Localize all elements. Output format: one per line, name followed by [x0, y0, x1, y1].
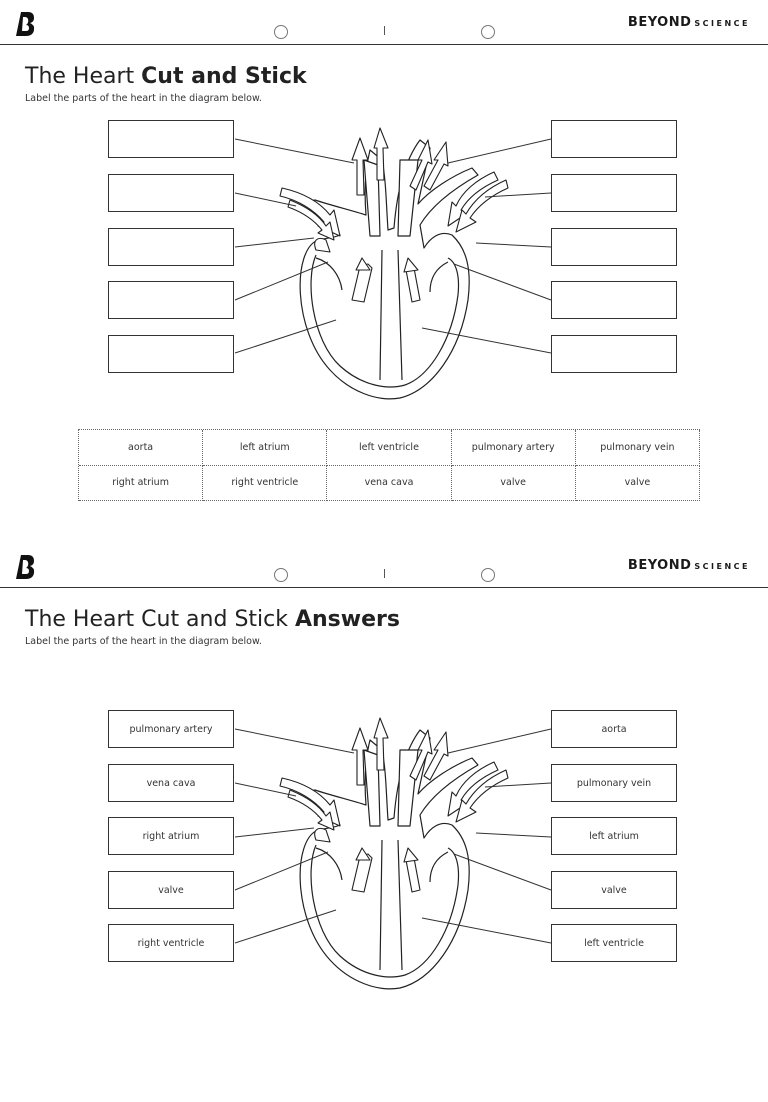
- punch-hole: [481, 568, 495, 582]
- center-mark: [384, 569, 385, 578]
- label-box[interactable]: [551, 335, 677, 373]
- answer-label-left-ventricle: left ventricle: [551, 924, 677, 962]
- header-divider: [0, 587, 768, 588]
- label-box[interactable]: [551, 174, 677, 212]
- answer-label-aorta: aorta: [551, 710, 677, 748]
- brand-wordmark: BEYOND SCIENCE: [627, 558, 750, 573]
- answer-label-pulmonary-vein: pulmonary vein: [551, 764, 677, 802]
- answers-page: [0, 543, 768, 1055]
- label-box[interactable]: [108, 120, 234, 158]
- cutout-label[interactable]: pulmonary vein: [576, 430, 700, 466]
- page-subtitle: Label the parts of the heart in the diagram below.: [25, 93, 262, 104]
- label-box[interactable]: [108, 174, 234, 212]
- answer-label-right-ventricle: right ventricle: [108, 924, 234, 962]
- label-box[interactable]: [551, 228, 677, 266]
- answer-label-vena-cava: vena cava: [108, 764, 234, 802]
- label-box[interactable]: [551, 120, 677, 158]
- label-box[interactable]: [108, 228, 234, 266]
- cutout-label[interactable]: vena cava: [327, 466, 451, 502]
- cutout-label-grid: [78, 429, 700, 501]
- answer-label-right-atrium: right atrium: [108, 817, 234, 855]
- answer-label-left-atrium: left atrium: [551, 817, 677, 855]
- cutout-label[interactable]: aorta: [79, 430, 203, 466]
- cutout-label[interactable]: right ventricle: [203, 466, 327, 502]
- cutout-label[interactable]: right atrium: [79, 466, 203, 502]
- cutout-label[interactable]: left atrium: [203, 430, 327, 466]
- brand-wordmark: BEYOND SCIENCE: [627, 15, 750, 30]
- answer-label-pulmonary-artery: pulmonary artery: [108, 710, 234, 748]
- cutout-label[interactable]: left ventricle: [327, 430, 451, 466]
- cutout-label[interactable]: valve: [452, 466, 576, 502]
- page-title: The Heart Cut and Stick: [25, 64, 307, 89]
- worksheet-page: [0, 0, 768, 512]
- label-box[interactable]: [108, 335, 234, 373]
- cutout-label[interactable]: pulmonary artery: [452, 430, 576, 466]
- heart-drawing: [300, 140, 478, 399]
- answer-label-valve: valve: [108, 871, 234, 909]
- page-title: The Heart Cut and Stick Answers: [25, 607, 400, 632]
- answer-label-valve: valve: [551, 871, 677, 909]
- heart-drawing: [300, 730, 478, 989]
- cutout-label[interactable]: valve: [576, 466, 700, 502]
- page-subtitle: Label the parts of the heart in the diagram below.: [25, 636, 262, 647]
- label-box[interactable]: [551, 281, 677, 319]
- label-box[interactable]: [108, 281, 234, 319]
- punch-hole: [274, 568, 288, 582]
- beyond-logo-icon: [14, 554, 36, 580]
